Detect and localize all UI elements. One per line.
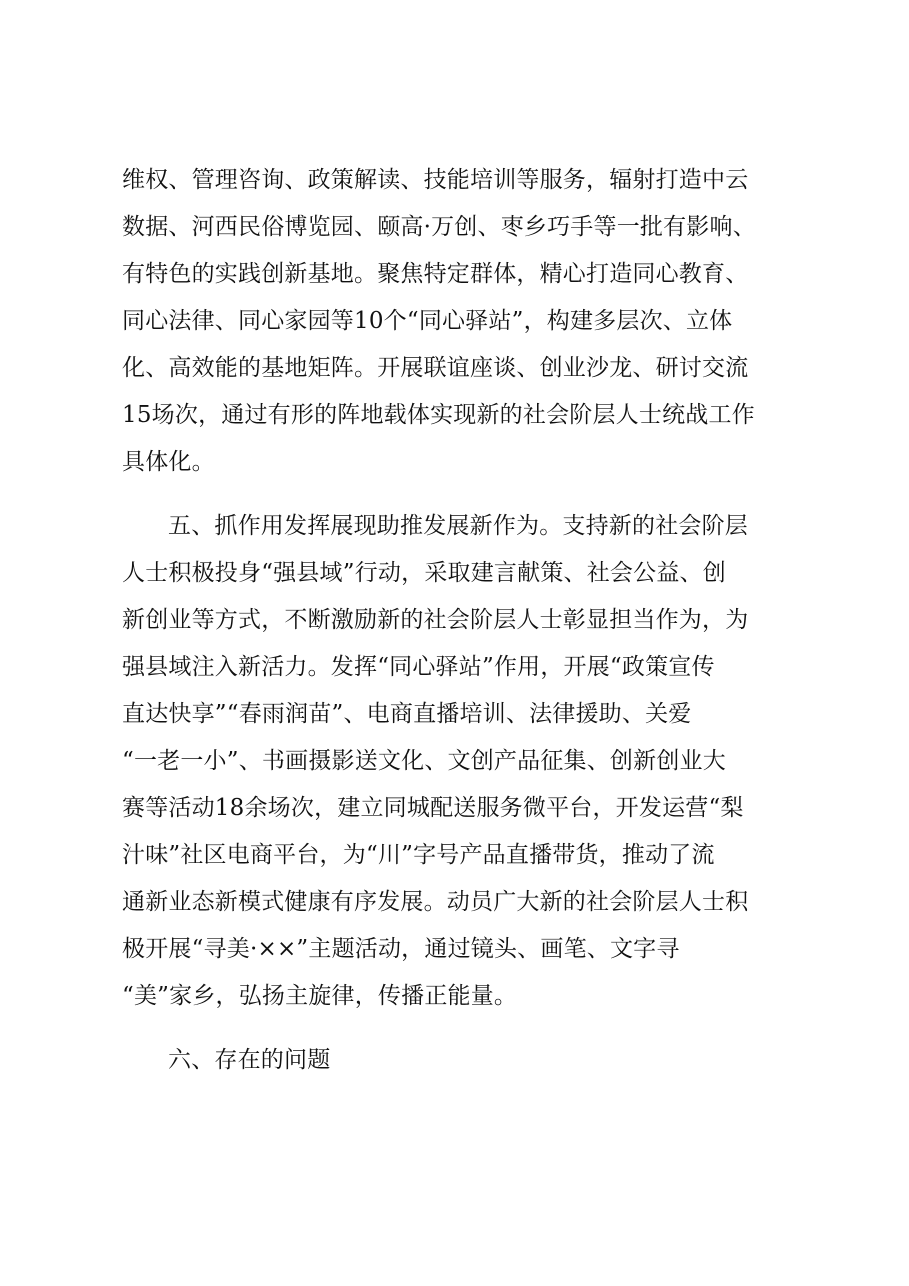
paragraph-line: 新创业等方式，不断激励新的社会阶层人士彰显担当作为，为 (122, 607, 749, 633)
paragraph-line: 同心法律、同心家园等10个“同心驿站”，构建多层次、立体 (122, 308, 733, 334)
paragraph-line: 具体化。 (122, 449, 215, 475)
paragraph-line: 15场次，通过有形的阵地载体实现新的社会阶层人士统战工作 (122, 402, 755, 428)
section-heading-five: 五、抓作用发挥展现助推发展新作为。支持新的社会阶层 (168, 513, 748, 539)
paragraph-line: 化、高效能的基地矩阵。开展联谊座谈、创业沙龙、研讨交流 (122, 355, 749, 381)
paragraph-line: 通新业态新模式健康有序发展。动员广大新的社会阶层人士积 (122, 889, 749, 915)
paragraph-line: 人士积极投身“强县域”行动，采取建言献策、社会公益、创 (122, 560, 726, 586)
paragraph-line: “美”家乡，弘扬主旋律，传播正能量。 (122, 983, 518, 1009)
paragraph-line: 赛等活动18余场次，建立同城配送服务微平台，开发运营“梨 (122, 795, 744, 821)
paragraph-line: 汁味”社区电商平台，为“川”字号产品直播带货，推动了流 (122, 842, 715, 868)
section-heading-six: 六、存在的问题 (168, 1047, 331, 1073)
paragraph-line: 有特色的实践创新基地。聚焦特定群体，精心打造同心教育、 (122, 261, 749, 287)
paragraph-line: 维权、管理咨询、政策解读、技能培训等服务，辐射打造中云 (122, 167, 749, 193)
paragraph-line: 数据、河西民俗博览园、颐高·万创、枣乡巧手等一批有影响、 (122, 214, 756, 240)
paragraph-line: 极开展“寻美·××”主题活动，通过镜头、画笔、文字寻 (122, 936, 680, 962)
paragraph-line: “一老一小”、书画摄影送文化、文创产品征集、创新创业大 (122, 748, 726, 774)
paragraph-line: 强县域注入新活力。发挥“同心驿站”作用，开展“政策宣传 (122, 654, 715, 680)
paragraph-line: 直达快享”“春雨润苗”、电商直播培训、法律援助、关爱 (122, 701, 692, 727)
